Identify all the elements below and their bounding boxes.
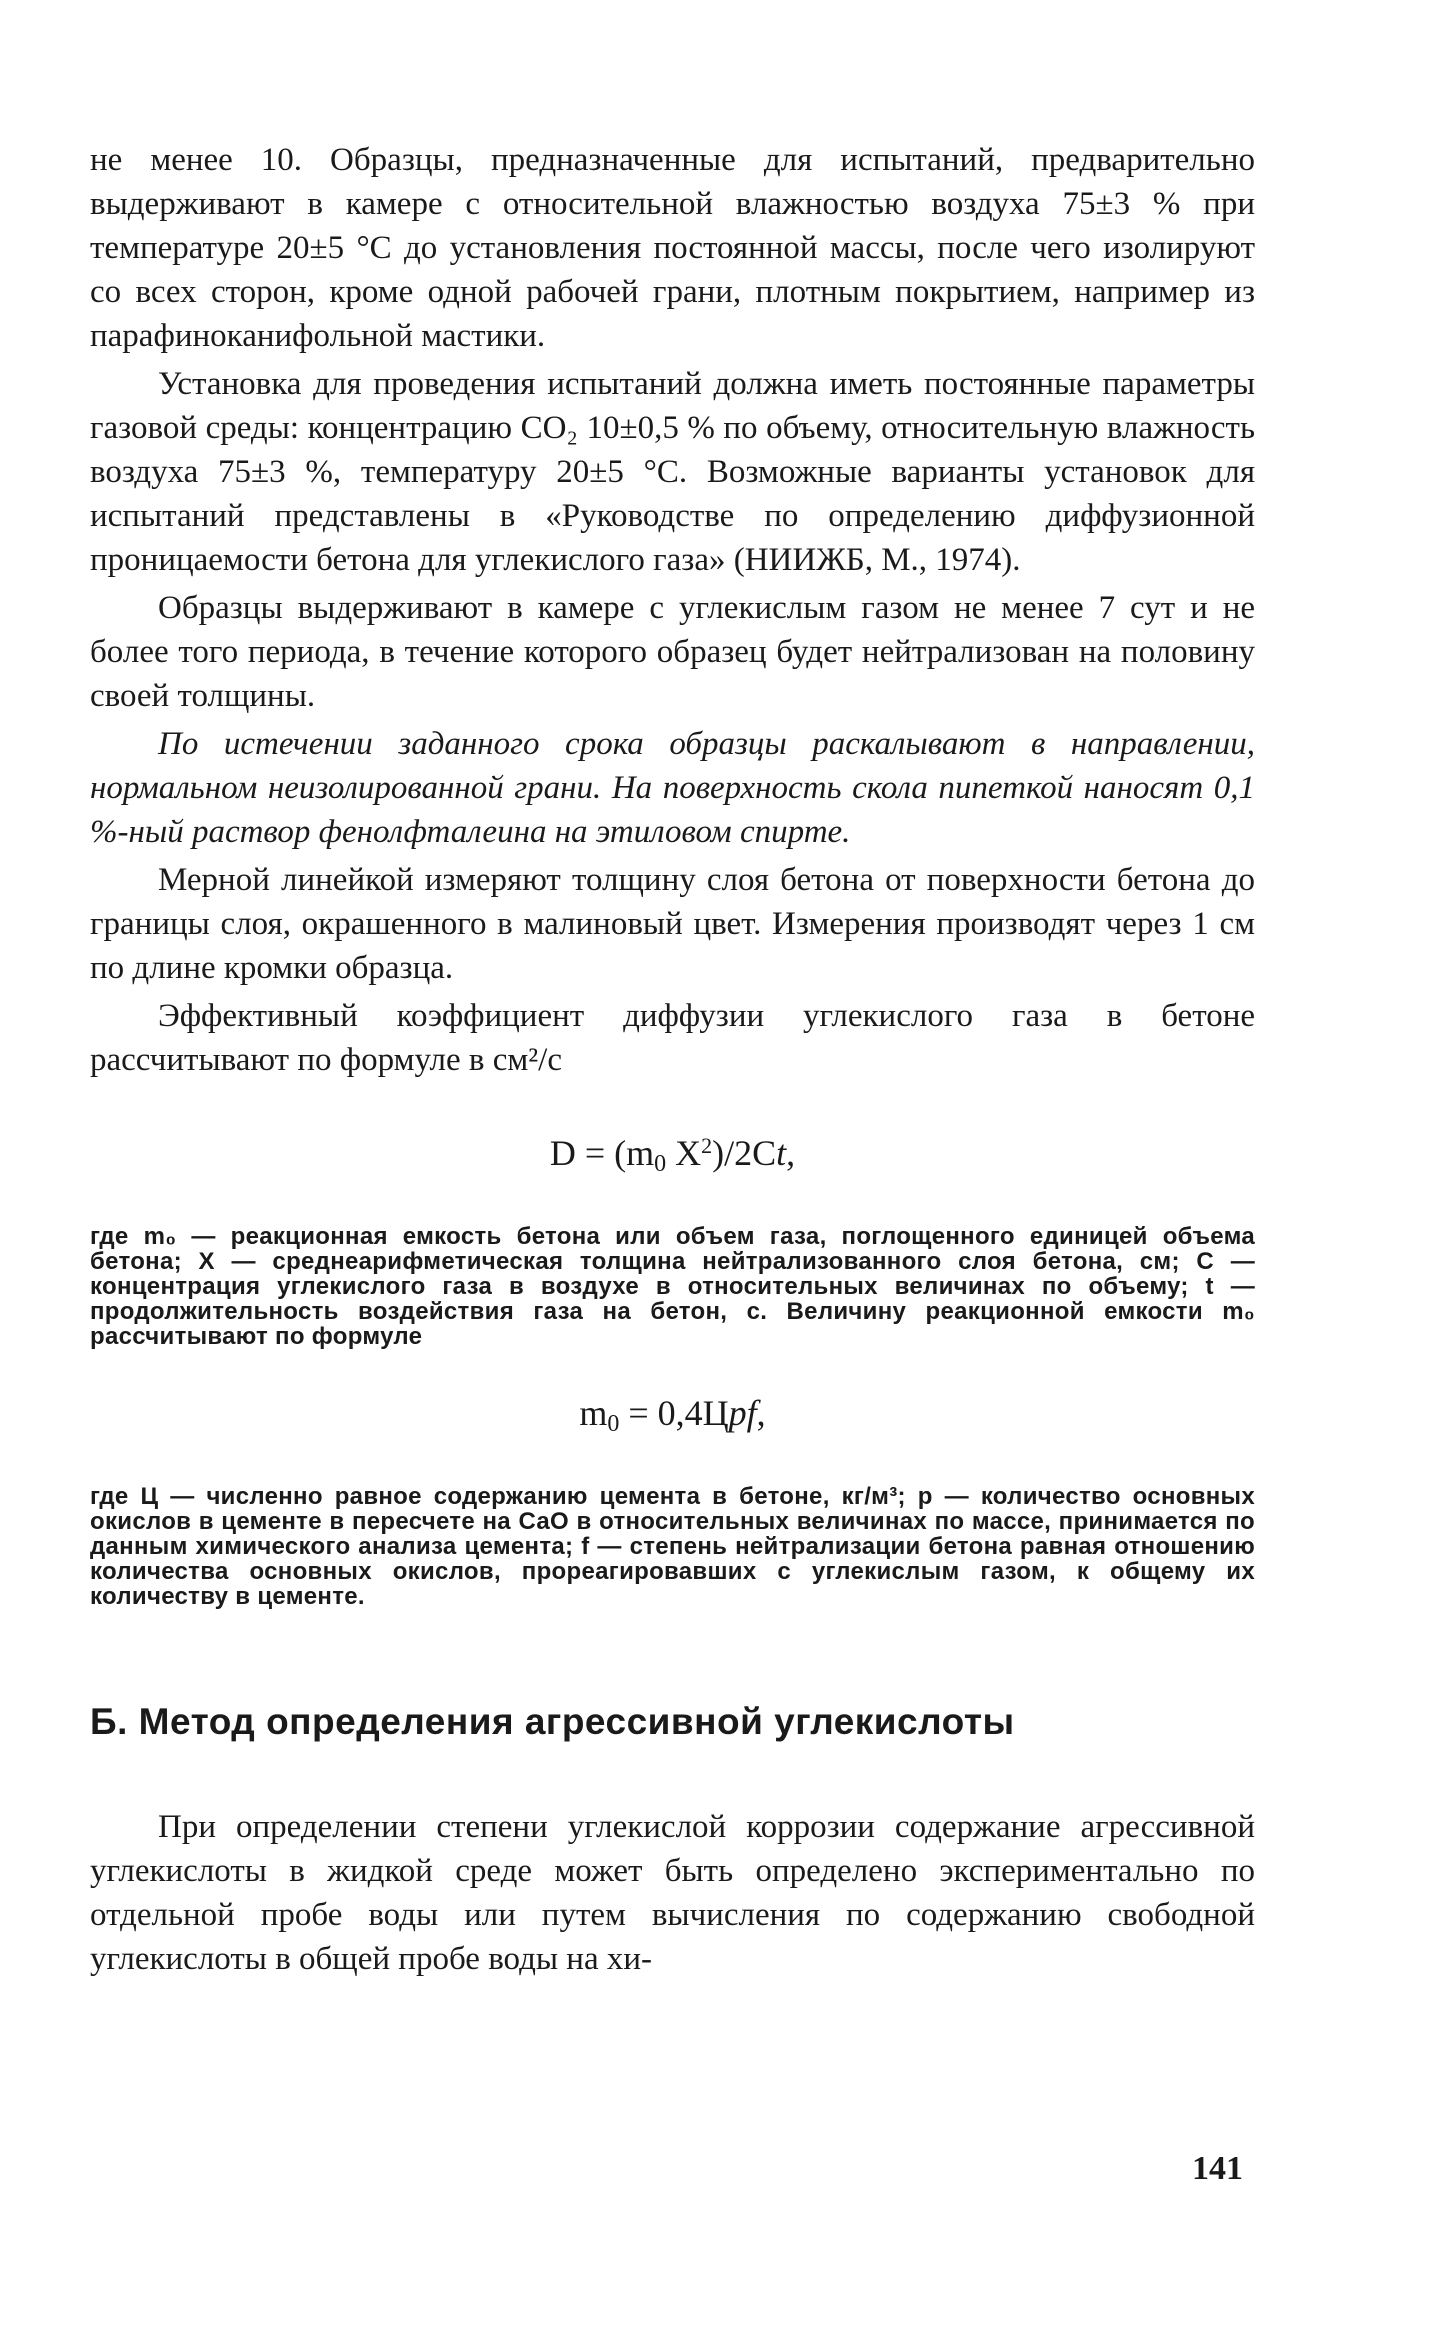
formula-2-lhs: m <box>579 1393 608 1433</box>
formula-2-rhs: = 0,4Ц <box>619 1393 729 1433</box>
formula-1-sub: 0 <box>654 1151 667 1177</box>
formula-1-sup: 2 <box>701 1133 713 1158</box>
page-body <box>90 138 1255 1985</box>
paragraph-7: При определении степени углекислой коррозии содержание агрессивной углекислоты в жидкой среде может быть определено экспериментально по отдельной пробе воды или путем вычисления по содержанию свободной углекислоты в общей пробе воды на хи- <box>90 1809 1255 1977</box>
paragraph-6: Эффективный коэффициент диффузии углекислого газа в бетоне рассчитывают по формуле в см²/с <box>90 998 1255 1078</box>
section-heading: Б. Метод определения агрессивной углекислоты <box>90 1701 1015 1742</box>
note-1: где m₀ — реакционная емкость бетона или объем газа, поглощенного единицей объема бетона; X — среднеарифметическая толщина нейтрализованного слоя бетона, см; С — концентрация углекислого газа в воздухе в относительных величинах по объему; t — продолжительность воздействия газа на бетон, с. Величину реакционной емкости m₀ рассчитывают по формуле <box>90 1223 1255 1350</box>
formula-1-rhs: )/2C <box>712 1133 777 1173</box>
paragraph-1: не менее 10. Образцы, предназначенные для испытаний, предварительно выдерживают в камере с относительной влажностью воздуха 75±3 % при температуре 20±5 °С до установления постоянной массы, после чего изолируют со всех сторон, кроме одной рабочей грани, плотным покрытием, например из парафиноканифольной мастики. <box>90 142 1255 354</box>
page-number: 141 <box>1192 2150 1243 2187</box>
formula-2-tail: , <box>756 1393 766 1433</box>
paragraph-2: Установка для проведения испытаний должна иметь постоянные параметры газовой среды: концентрацию СО₂ 10±0,5 % по объему, относительную влажность воздуха 75±3 %, температуру 20±5 °С. Возможные варианты установок для испытаний представлены в «Руководстве по определению диффузионной проницаемости бетона для углекислого газа» (НИИЖБ, М., 1974). <box>90 366 1255 578</box>
formula-2-sub: 0 <box>607 1411 620 1437</box>
paragraph-3: Образцы выдерживают в камере с углекислым газом не менее 7 сут и не более того периода, в течение которого образец будет нейтрализован на половину своей толщины. <box>90 590 1255 714</box>
paragraph-4 <box>90 722 1255 854</box>
formula-1-mid: X <box>666 1133 702 1173</box>
paragraph-4-text: По истечении заданного срока образцы раскалывают в направлении, нормальном неизолированной грани. На поверхность скола пипеткой наносят 0,1 %-ный раствор фенолфталеина на этиловом спирте. <box>90 726 1255 850</box>
formula-2-var: pf <box>728 1393 757 1433</box>
formula-reactive-capacity <box>90 1391 1255 1446</box>
paragraph-5: Мерной линейкой измеряют толщину слоя бетона от поверхности бетона до границы слоя, окрашенного в малиновый цвет. Измерения производят через 1 см по длине кромки образца. <box>90 862 1255 986</box>
note-2: где Ц — численно равное содержанию цемента в бетоне, кг/м³; p — количество основных окислов в цементе в пересчете на СаО в относительных величинах по массе, принимается по данным химического анализа цемента; f — степень нейтрализации бетона равная отношению количества основных окислов, прореагировавших с углекислым газом, к общему их количеству в цементе. <box>90 1483 1255 1610</box>
formula-1-lhs: D = (m <box>549 1133 655 1173</box>
formula-1-tail: , <box>786 1133 796 1173</box>
formula-diffusion <box>90 1124 1255 1186</box>
formula-1-var: t <box>776 1133 787 1173</box>
